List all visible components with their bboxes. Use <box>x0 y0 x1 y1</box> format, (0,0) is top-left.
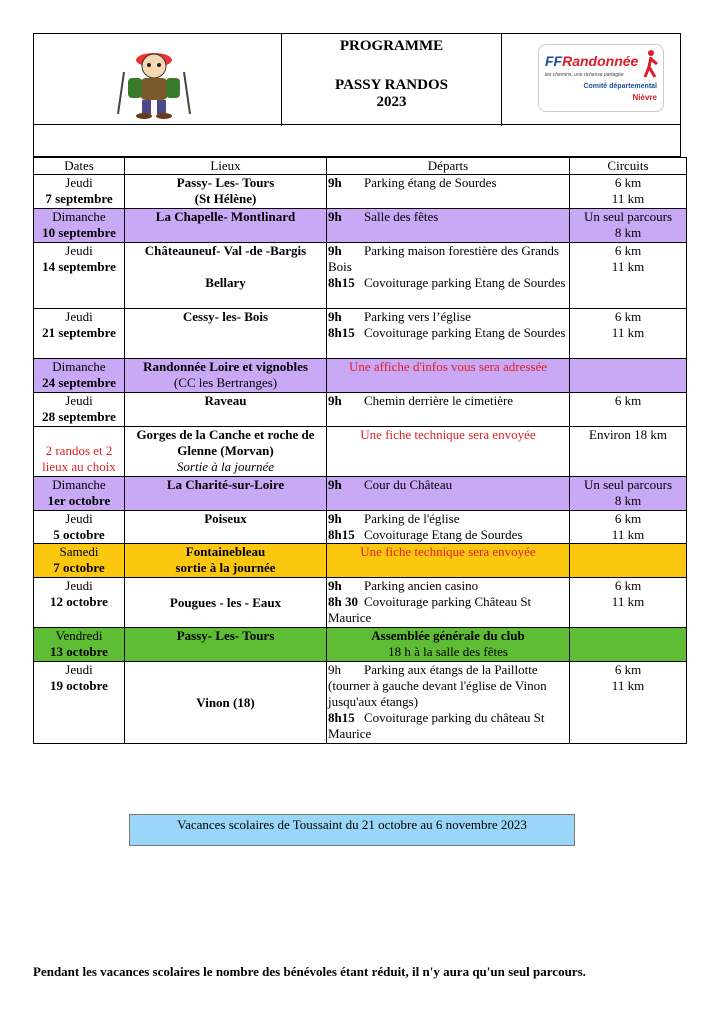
date-cell: Dimanche 24 septembre <box>34 359 125 393</box>
title-year: 2023 <box>376 94 407 110</box>
depart-cell: 9h Parking vers l’église 8h15 Covoiturage parking Etang de Sourdes <box>327 309 570 359</box>
depart-note-cell: Une affiche d'infos vous sera adressée <box>327 359 570 393</box>
date-cell: Jeudi 28 septembre <box>34 393 125 427</box>
logo-tagline: les chemins, une richesse partagée <box>545 72 624 78</box>
depart-cell: 9h Parking maison forestière des Grands Bois 8h15 Covoiturage parking Etang de Sourdes <box>327 243 570 309</box>
date-cell: Jeudi 19 octobre <box>34 662 125 744</box>
circuit-cell: Un seul parcours 8 km <box>570 477 687 511</box>
lieu-cell: Cessy- les- Bois <box>125 309 327 359</box>
header-box <box>33 33 681 125</box>
table-header-row <box>34 158 687 175</box>
depart-cell: 9h Chemin derrière le cimetière <box>327 393 570 427</box>
logo-brand: Randonnée <box>562 53 639 69</box>
footer-note: Pendant les vacances scolaires le nombre des bénévoles étant réduit, il n'y aura qu'un seul parcours. <box>33 964 586 979</box>
table-row <box>34 393 687 427</box>
depart-cell: 9h Parking ancien casino 8h 30 Covoiturage parking Château St Maurice <box>327 578 570 628</box>
date-cell: 2 randos et 2 lieux au choix <box>34 427 125 477</box>
hiker-mascot-icon <box>94 38 214 122</box>
lieu-cell: La Charité-sur-Loire <box>125 477 327 511</box>
depart-cell: 9h Parking aux étangs de la Paillotte (tourner à gauche devant l'église de Vinon jusqu'aux étangs) 8h15 Covoiturage parking du château St Maurice <box>327 662 570 744</box>
circuit-cell: Un seul parcours 8 km <box>570 209 687 243</box>
depart-cell: 9h Parking de l'église 8h15 Covoiturage Etang de Sourdes <box>327 511 570 544</box>
circuit-cell <box>570 628 687 662</box>
date-cell: Jeudi 12 octobre <box>34 578 125 628</box>
depart-cell: 9h Cour du Château <box>327 477 570 511</box>
table-row <box>34 544 687 578</box>
date-cell: Jeudi 14 septembre <box>34 243 125 309</box>
table-row <box>34 309 687 359</box>
lieu-cell: Poiseux <box>125 511 327 544</box>
mascot-cell <box>34 34 282 126</box>
table-row <box>34 628 687 662</box>
title-club: PASSY RANDOS <box>335 77 448 93</box>
logo-comite: Comité départemental <box>583 83 657 90</box>
circuit-cell: 6 km 11 km <box>570 662 687 744</box>
depart-cell: 9h Salle des fêtes <box>327 209 570 243</box>
col-header-lieux: Lieux <box>125 158 327 175</box>
circuit-cell <box>570 359 687 393</box>
date-cell: Jeudi 5 octobre <box>34 511 125 544</box>
date-cell: Dimanche 10 septembre <box>34 209 125 243</box>
depart-note-cell: Une fiche technique sera envoyée <box>327 427 570 477</box>
title-cell <box>282 34 502 126</box>
col-header-dates: Dates <box>34 158 125 175</box>
vacances-notice: Vacances scolaires de Toussaint du 21 octobre au 6 novembre 2023 <box>129 814 575 846</box>
logo-dept: Nièvre <box>632 93 657 102</box>
walker-logo-icon <box>643 49 659 79</box>
lieu-cell: Vinon (18) <box>125 662 327 744</box>
circuit-cell: 6 km 11 km <box>570 243 687 309</box>
logo-ff: FF <box>545 53 563 69</box>
lieu-cell: Randonnée Loire et vignobles (CC les Bertranges) <box>125 359 327 393</box>
col-header-departs: Départs <box>327 158 570 175</box>
table-row <box>34 175 687 209</box>
circuit-cell: 6 km 11 km <box>570 175 687 209</box>
date-cell: Jeudi 7 septembre <box>34 175 125 209</box>
blank-row <box>33 125 681 157</box>
col-header-circuits: Circuits <box>570 158 687 175</box>
date-cell: Samedi 7 octobre <box>34 544 125 578</box>
lieu-cell: Passy- Les- Tours <box>125 628 327 662</box>
title-programme: PROGRAMME <box>339 38 444 54</box>
table-row <box>34 359 687 393</box>
lieu-cell: Pougues - les - Eaux <box>125 578 327 628</box>
circuit-cell: 6 km <box>570 393 687 427</box>
depart-cell: Assemblée générale du club 18 h à la salle des fêtes <box>327 628 570 662</box>
table-row <box>34 477 687 511</box>
lieu-cell: La Chapelle- Montlinard <box>125 209 327 243</box>
lieu-cell: Gorges de la Canche et roche de Glenne (Morvan) Sortie à la journée <box>125 427 327 477</box>
table-row <box>34 511 687 544</box>
table-row <box>34 427 687 477</box>
table-row <box>34 209 687 243</box>
table-row <box>34 243 687 309</box>
table-row <box>34 578 687 628</box>
lieu-cell: Raveau <box>125 393 327 427</box>
ffrandonnee-logo <box>502 34 682 126</box>
circuit-cell: Environ 18 km <box>570 427 687 477</box>
lieu-cell: Fontainebleau sortie à la journée <box>125 544 327 578</box>
circuit-cell: 6 km 11 km <box>570 578 687 628</box>
circuit-cell <box>570 544 687 578</box>
programme-table <box>33 157 687 744</box>
lieu-cell: Passy- Les- Tours (St Hélène) <box>125 175 327 209</box>
circuit-cell: 6 km 11 km <box>570 511 687 544</box>
lieu-cell: Châteauneuf- Val -de -Bargis Bellary <box>125 243 327 309</box>
depart-cell: 9h Parking étang de Sourdes <box>327 175 570 209</box>
depart-note-cell: Une fiche technique sera envoyée <box>327 544 570 578</box>
table-row <box>34 662 687 744</box>
circuit-cell: 6 km 11 km <box>570 309 687 359</box>
date-cell: Dimanche 1er octobre <box>34 477 125 511</box>
date-cell: Vendredi 13 octobre <box>34 628 125 662</box>
date-cell: Jeudi 21 septembre <box>34 309 125 359</box>
